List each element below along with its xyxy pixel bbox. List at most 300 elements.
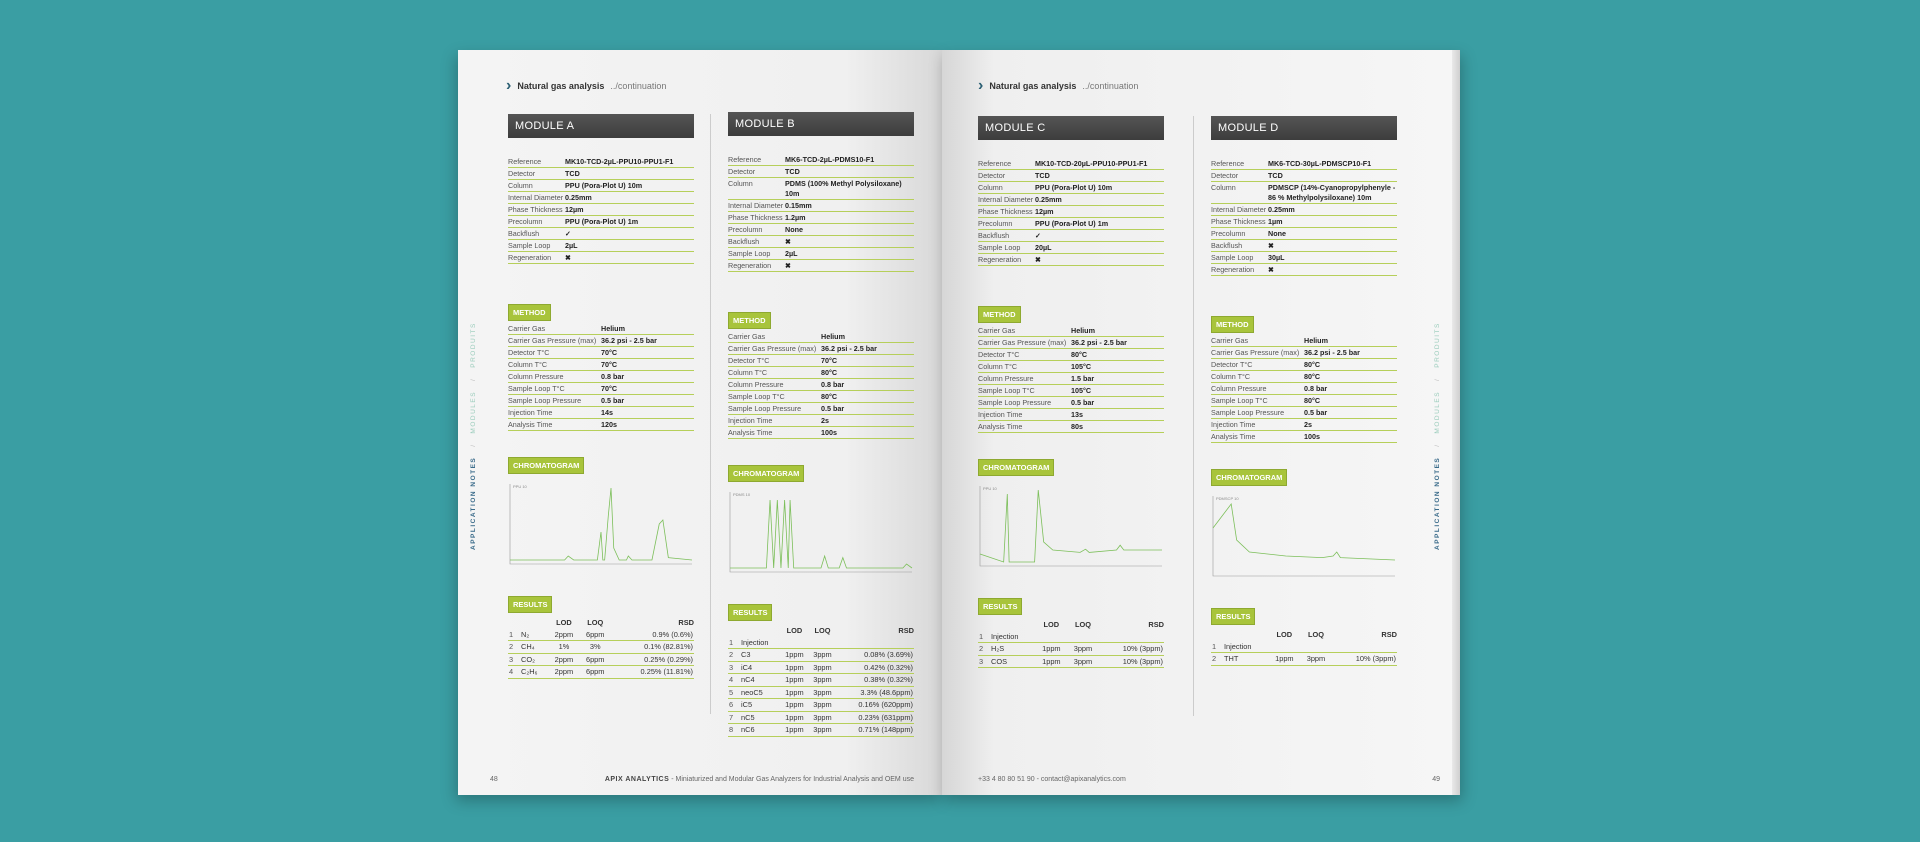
- results-tag: RESULTS: [508, 596, 552, 613]
- chromatogram-plot: [728, 488, 914, 578]
- results-table: [728, 625, 914, 737]
- spec-value: 2µL: [785, 249, 798, 258]
- method-row: [978, 385, 1164, 397]
- result-cell: 0.23% (631ppm): [836, 711, 914, 724]
- spec-key: Internal Diameter: [978, 195, 1034, 204]
- cross-icon: ✖: [785, 237, 792, 246]
- spec-value: 30µL: [1268, 253, 1285, 262]
- page-number-right: 49: [1432, 776, 1440, 783]
- method-row: [728, 415, 914, 427]
- spec-value: 0.25mm: [565, 193, 592, 202]
- result-cell: 10% (3ppm): [1332, 653, 1397, 666]
- chromatogram-plot: [1211, 492, 1397, 582]
- spec-row: [1211, 170, 1397, 182]
- method-row: [508, 359, 694, 371]
- method-key: Carrier Gas Pressure (max): [978, 338, 1067, 347]
- method-key: Sample Loop T°C: [728, 392, 785, 401]
- method-section: [978, 304, 1164, 433]
- spec-key: Reference: [978, 159, 1012, 168]
- spec-key: Precolumn: [1211, 229, 1246, 238]
- result-cell: CH₄: [520, 641, 548, 654]
- chart-column-label: PPU 10: [983, 486, 997, 491]
- spec-value: 0.25mm: [1268, 205, 1295, 214]
- result-cell: C3: [740, 649, 780, 662]
- result-cell: [1332, 640, 1397, 653]
- result-row: [728, 699, 914, 712]
- chromatogram-svg: [978, 482, 1164, 572]
- spec-value: TCD: [565, 169, 580, 178]
- result-row: [1211, 640, 1397, 653]
- chromatogram-trace: [510, 488, 692, 560]
- method-row: [728, 379, 914, 391]
- check-icon: ✓: [1035, 231, 1042, 240]
- method-key: Injection Time: [508, 408, 553, 417]
- method-key: Sample Loop Pressure: [1211, 408, 1285, 417]
- spec-value: PPU (Pora-Plot U) 10m: [1035, 183, 1113, 192]
- spec-row: [978, 206, 1164, 218]
- result-cell: 2: [728, 649, 740, 662]
- method-value: 2s: [821, 416, 829, 425]
- method-row: [978, 373, 1164, 385]
- spec-key: Reference: [508, 157, 542, 166]
- result-row: [508, 653, 694, 666]
- result-row: [728, 724, 914, 737]
- result-cell: 3%: [580, 641, 611, 654]
- spec-key: Detector: [728, 167, 756, 176]
- spec-key: Sample Loop: [728, 249, 771, 258]
- method-row: [1211, 383, 1397, 395]
- result-cell: 3ppm: [808, 724, 836, 737]
- spec-key: Phase Thickness: [978, 207, 1033, 216]
- method-row: [978, 397, 1164, 409]
- method-key: Detector T°C: [728, 356, 770, 365]
- result-cell: 3ppm: [808, 661, 836, 674]
- column-divider: [710, 114, 711, 714]
- result-cell: 7: [728, 711, 740, 724]
- side-separator: /: [470, 443, 477, 447]
- spec-key: Backflush: [978, 231, 1010, 240]
- result-cell: [1067, 630, 1099, 643]
- result-cell: 6ppm: [580, 653, 611, 666]
- result-row: [728, 686, 914, 699]
- method-key: Column T°C: [978, 362, 1018, 371]
- result-row: [978, 643, 1164, 656]
- spec-row: [508, 156, 694, 168]
- spec-row: [728, 178, 914, 200]
- result-cell: Injection: [1223, 640, 1269, 653]
- result-cell: 1%: [548, 641, 579, 654]
- result-cell: 6ppm: [580, 666, 611, 679]
- result-cell: 1ppm: [780, 699, 808, 712]
- result-row: [728, 711, 914, 724]
- result-cell: 0.08% (3.69%): [836, 649, 914, 662]
- cross-icon: ✖: [1268, 265, 1275, 274]
- result-row: [1211, 653, 1397, 666]
- results-table: [508, 617, 694, 679]
- rsd-header: RSD: [898, 626, 914, 635]
- results-tag: RESULTS: [1211, 608, 1255, 625]
- spec-value: TCD: [785, 167, 800, 176]
- brand-name: APIX ANALYTICS: [604, 776, 670, 783]
- column-divider: [1193, 116, 1194, 716]
- method-row: [978, 409, 1164, 421]
- side-label-application-notes: APPLICATION NOTES: [1434, 456, 1441, 550]
- spec-key: Detector: [978, 171, 1006, 180]
- spec-row: [508, 240, 694, 252]
- method-row: [508, 335, 694, 347]
- result-row: [978, 655, 1164, 668]
- spec-value: PDMSCP (14%-Cyanopropylphenyle - 86 % Methylpolysiloxane) 10m: [1268, 183, 1396, 202]
- results-header-row: [978, 619, 1164, 630]
- method-value: 0.8 bar: [821, 380, 845, 389]
- result-cell: Injection: [740, 636, 780, 649]
- method-row: [508, 347, 694, 359]
- results-header-row: [508, 617, 694, 628]
- result-cell: nC5: [740, 711, 780, 724]
- spec-key: Backflush: [1211, 241, 1243, 250]
- method-key: Sample Loop T°C: [978, 386, 1035, 395]
- method-key: Injection Time: [978, 410, 1023, 419]
- method-value: 80°C: [1304, 360, 1321, 369]
- result-cell: THT: [1223, 653, 1269, 666]
- page-number-left: 48: [490, 776, 498, 783]
- spec-row: [508, 252, 694, 264]
- chromatogram-trace: [980, 490, 1162, 562]
- result-cell: 1: [508, 628, 520, 641]
- method-key: Sample Loop Pressure: [508, 396, 582, 405]
- method-key: Detector T°C: [508, 348, 550, 357]
- method-key: Column T°C: [508, 360, 548, 369]
- method-tag: METHOD: [978, 306, 1021, 323]
- spec-row: [1211, 252, 1397, 264]
- chromatogram-section: [978, 457, 1164, 572]
- result-cell: neoC5: [740, 686, 780, 699]
- spec-row: [728, 166, 914, 178]
- method-value: 0.5 bar: [1071, 398, 1095, 407]
- method-row: [1211, 359, 1397, 371]
- method-value: 36.2 psi - 2.5 bar: [821, 344, 877, 353]
- method-key: Carrier Gas: [978, 326, 1016, 335]
- result-row: [728, 661, 914, 674]
- rsd-header: RSD: [678, 618, 694, 627]
- chromatogram-tag: CHROMATOGRAM: [508, 457, 584, 474]
- module-title: MODULE B: [728, 112, 914, 136]
- result-cell: 6ppm: [580, 628, 611, 641]
- rsd-header: RSD: [1381, 630, 1397, 639]
- side-nav: [1434, 250, 1446, 550]
- result-row: [508, 641, 694, 654]
- spec-value: TCD: [1035, 171, 1050, 180]
- side-nav: [470, 250, 482, 550]
- spec-value: PDMS (100% Methyl Polysiloxane) 10m: [785, 179, 902, 198]
- method-value: 0.5 bar: [1304, 408, 1328, 417]
- method-value: 80s: [1071, 422, 1083, 431]
- method-key: Column T°C: [728, 368, 768, 377]
- result-cell: 0.25% (0.29%): [611, 653, 694, 666]
- result-cell: [1269, 640, 1301, 653]
- method-key: Analysis Time: [978, 422, 1023, 431]
- result-cell: 1ppm: [780, 686, 808, 699]
- spec-key: Sample Loop: [508, 241, 551, 250]
- method-value: 13s: [1071, 410, 1083, 419]
- chart-axes: [1213, 496, 1395, 576]
- results-table: [978, 619, 1164, 668]
- loq-header: LOQ: [1074, 620, 1091, 629]
- page-header: [978, 78, 1138, 94]
- result-cell: [1300, 640, 1332, 653]
- cross-icon: ✖: [1035, 255, 1042, 264]
- method-key: Carrier Gas Pressure (max): [508, 336, 597, 345]
- side-separator: /: [470, 377, 477, 381]
- side-separator: /: [1434, 377, 1441, 381]
- cross-icon: ✖: [1268, 241, 1275, 250]
- module-title: MODULE D: [1211, 116, 1397, 140]
- lod-header: LOD: [556, 618, 572, 627]
- chromatogram-tag: CHROMATOGRAM: [978, 459, 1054, 476]
- spec-value: 0.25mm: [1035, 195, 1062, 204]
- specs-table: [978, 158, 1164, 266]
- result-cell: 3: [508, 653, 520, 666]
- spec-key: Reference: [1211, 159, 1245, 168]
- chevron-right-icon: ›: [978, 77, 984, 94]
- spec-key: Detector: [1211, 171, 1239, 180]
- module-b: [728, 112, 914, 737]
- spec-value: 20µL: [1035, 243, 1052, 252]
- result-cell: 1: [728, 636, 740, 649]
- result-cell: N₂: [520, 628, 548, 641]
- spec-row: [1211, 264, 1397, 276]
- loq-header: LOQ: [587, 618, 604, 627]
- method-value: 100s: [821, 428, 837, 437]
- result-cell: 1ppm: [1036, 655, 1068, 668]
- spec-row: [728, 212, 914, 224]
- method-section: [1211, 314, 1397, 443]
- spec-row: [508, 168, 694, 180]
- result-cell: 6: [728, 699, 740, 712]
- footer-contact: +33 4 80 80 51 90 - contact@apixanalytics.com: [978, 776, 1126, 783]
- side-separator: /: [1434, 443, 1441, 447]
- method-table: [508, 323, 694, 431]
- spec-key: Internal Diameter: [728, 201, 784, 210]
- method-value: 36.2 psi - 2.5 bar: [1071, 338, 1127, 347]
- results-header-blank: [1223, 629, 1269, 640]
- spec-row: [508, 216, 694, 228]
- header-title: Natural gas analysis: [989, 81, 1077, 91]
- spec-value: 12µm: [565, 205, 584, 214]
- method-value: 70°C: [821, 356, 838, 365]
- chromatogram-svg: [1211, 492, 1397, 582]
- method-row: [978, 325, 1164, 337]
- method-row: [508, 383, 694, 395]
- result-cell: 0.16% (620ppm): [836, 699, 914, 712]
- result-cell: H₂S: [990, 643, 1036, 656]
- method-row: [1211, 335, 1397, 347]
- method-row: [978, 337, 1164, 349]
- result-cell: [780, 636, 808, 649]
- method-section: [508, 302, 694, 431]
- method-value: 80°C: [1071, 350, 1088, 359]
- check-icon: ✓: [565, 229, 572, 238]
- method-value: 80°C: [1304, 396, 1321, 405]
- method-key: Analysis Time: [1211, 432, 1256, 441]
- results-section: [1211, 606, 1397, 666]
- method-value: 0.8 bar: [601, 372, 625, 381]
- method-tag: METHOD: [728, 312, 771, 329]
- method-value: Helium: [1071, 326, 1095, 335]
- header-continuation: ../continuation: [1082, 81, 1139, 91]
- spec-row: [728, 200, 914, 212]
- method-value: 1.5 bar: [1071, 374, 1095, 383]
- method-value: Helium: [821, 332, 845, 341]
- spec-row: [508, 228, 694, 240]
- lod-header: LOD: [786, 626, 803, 635]
- spec-key: Column: [1211, 183, 1236, 192]
- result-cell: 0.38% (0.32%): [836, 674, 914, 687]
- method-tag: METHOD: [1211, 316, 1254, 333]
- result-cell: 1ppm: [1036, 643, 1068, 656]
- method-value: 0.5 bar: [601, 396, 625, 405]
- method-value: 70°C: [601, 384, 618, 393]
- specs-table: [508, 156, 694, 264]
- header-continuation: ../continuation: [610, 81, 667, 91]
- method-row: [728, 403, 914, 415]
- result-cell: 2ppm: [548, 653, 579, 666]
- left-page: [458, 50, 942, 795]
- result-cell: 1ppm: [780, 674, 808, 687]
- method-key: Carrier Gas: [728, 332, 766, 341]
- side-label-modules: MODULES: [470, 390, 477, 434]
- result-cell: 1ppm: [1269, 653, 1301, 666]
- result-cell: iC4: [740, 661, 780, 674]
- method-row: [978, 361, 1164, 373]
- spec-row: [728, 236, 914, 248]
- spec-row: [978, 182, 1164, 194]
- result-cell: 1ppm: [780, 649, 808, 662]
- spec-key: Sample Loop: [978, 243, 1021, 252]
- result-cell: 10% (3ppm): [1099, 655, 1164, 668]
- method-key: Column T°C: [1211, 372, 1251, 381]
- result-cell: 5: [728, 686, 740, 699]
- lod-header: LOD: [1276, 630, 1293, 639]
- cross-icon: ✖: [785, 261, 792, 270]
- spec-row: [978, 230, 1164, 242]
- chart-column-label: PPU 10: [513, 484, 527, 489]
- results-header-blank: [740, 625, 780, 636]
- method-value: 0.5 bar: [821, 404, 845, 413]
- spec-key: Sample Loop: [1211, 253, 1254, 262]
- results-header-blank: [990, 619, 1036, 630]
- result-row: [728, 636, 914, 649]
- result-row: [728, 674, 914, 687]
- result-cell: 3ppm: [808, 649, 836, 662]
- method-key: Column Pressure: [1211, 384, 1267, 393]
- chromatogram-plot: [978, 482, 1164, 572]
- method-row: [508, 407, 694, 419]
- spec-key: Column: [508, 181, 533, 190]
- spec-key: Phase Thickness: [508, 205, 563, 214]
- result-row: [508, 666, 694, 679]
- result-cell: 1ppm: [780, 711, 808, 724]
- spec-row: [978, 242, 1164, 254]
- spec-row: [728, 248, 914, 260]
- method-value: 70°C: [601, 348, 618, 357]
- method-row: [508, 371, 694, 383]
- spec-value: PPU (Pora-Plot U) 1m: [565, 217, 639, 226]
- results-header-blank: [508, 617, 520, 628]
- side-label-modules: MODULES: [1434, 390, 1441, 434]
- method-row: [1211, 431, 1397, 443]
- spec-row: [1211, 216, 1397, 228]
- method-section: [728, 310, 914, 439]
- chromatogram-trace: [1213, 504, 1395, 560]
- results-tag: RESULTS: [728, 604, 772, 621]
- method-key: Column Pressure: [508, 372, 564, 381]
- method-row: [978, 421, 1164, 433]
- module-title: MODULE A: [508, 114, 694, 138]
- result-cell: 2ppm: [548, 628, 579, 641]
- result-cell: 3: [728, 661, 740, 674]
- spec-key: Regeneration: [1211, 265, 1255, 274]
- spec-value: PPU (Pora-Plot U) 1m: [1035, 219, 1109, 228]
- result-row: [508, 628, 694, 641]
- method-value: 0.8 bar: [1304, 384, 1328, 393]
- result-cell: 3ppm: [808, 699, 836, 712]
- spec-value: MK10-TCD-2µL-PPU10-PPU1-F1: [565, 157, 674, 166]
- method-row: [1211, 407, 1397, 419]
- spec-row: [978, 218, 1164, 230]
- chart-column-label: PDMSCP 10: [1216, 496, 1239, 501]
- page-header: [506, 78, 666, 94]
- result-cell: 3ppm: [808, 711, 836, 724]
- method-value: Helium: [601, 324, 625, 333]
- method-row: [508, 395, 694, 407]
- method-key: Sample Loop T°C: [1211, 396, 1268, 405]
- spec-key: Backflush: [728, 237, 760, 246]
- result-cell: 3.3% (48.6ppm): [836, 686, 914, 699]
- method-value: 80°C: [1304, 372, 1321, 381]
- spec-row: [728, 224, 914, 236]
- method-value: 120s: [601, 420, 617, 429]
- result-cell: 3ppm: [1067, 643, 1099, 656]
- method-value: 70°C: [601, 360, 618, 369]
- results-header-blank: [1211, 629, 1223, 640]
- method-value: 36.2 psi - 2.5 bar: [601, 336, 657, 345]
- spec-row: [978, 194, 1164, 206]
- method-value: 80°C: [821, 392, 838, 401]
- spec-value: 0.15mm: [785, 201, 812, 210]
- chromatogram-svg: [728, 488, 914, 578]
- method-key: Injection Time: [728, 416, 773, 425]
- spec-key: Detector: [508, 169, 536, 178]
- method-value: 2s: [1304, 420, 1312, 429]
- results-header-blank: [728, 625, 740, 636]
- result-cell: 3ppm: [808, 686, 836, 699]
- method-key: Carrier Gas Pressure (max): [1211, 348, 1300, 357]
- spec-key: Precolumn: [728, 225, 763, 234]
- spec-key: Phase Thickness: [728, 213, 783, 222]
- method-table: [978, 325, 1164, 433]
- result-cell: 0.42% (0.32%): [836, 661, 914, 674]
- result-cell: 2: [978, 643, 990, 656]
- chromatogram-svg: [508, 480, 694, 570]
- method-row: [728, 391, 914, 403]
- brand-tagline: - Miniaturized and Modular Gas Analyzers for Industrial Analysis and OEM use: [669, 776, 914, 783]
- result-row: [978, 630, 1164, 643]
- method-row: [1211, 347, 1397, 359]
- spec-key: Reference: [728, 155, 762, 164]
- spec-value: 1.2µm: [785, 213, 806, 222]
- result-cell: 3: [978, 655, 990, 668]
